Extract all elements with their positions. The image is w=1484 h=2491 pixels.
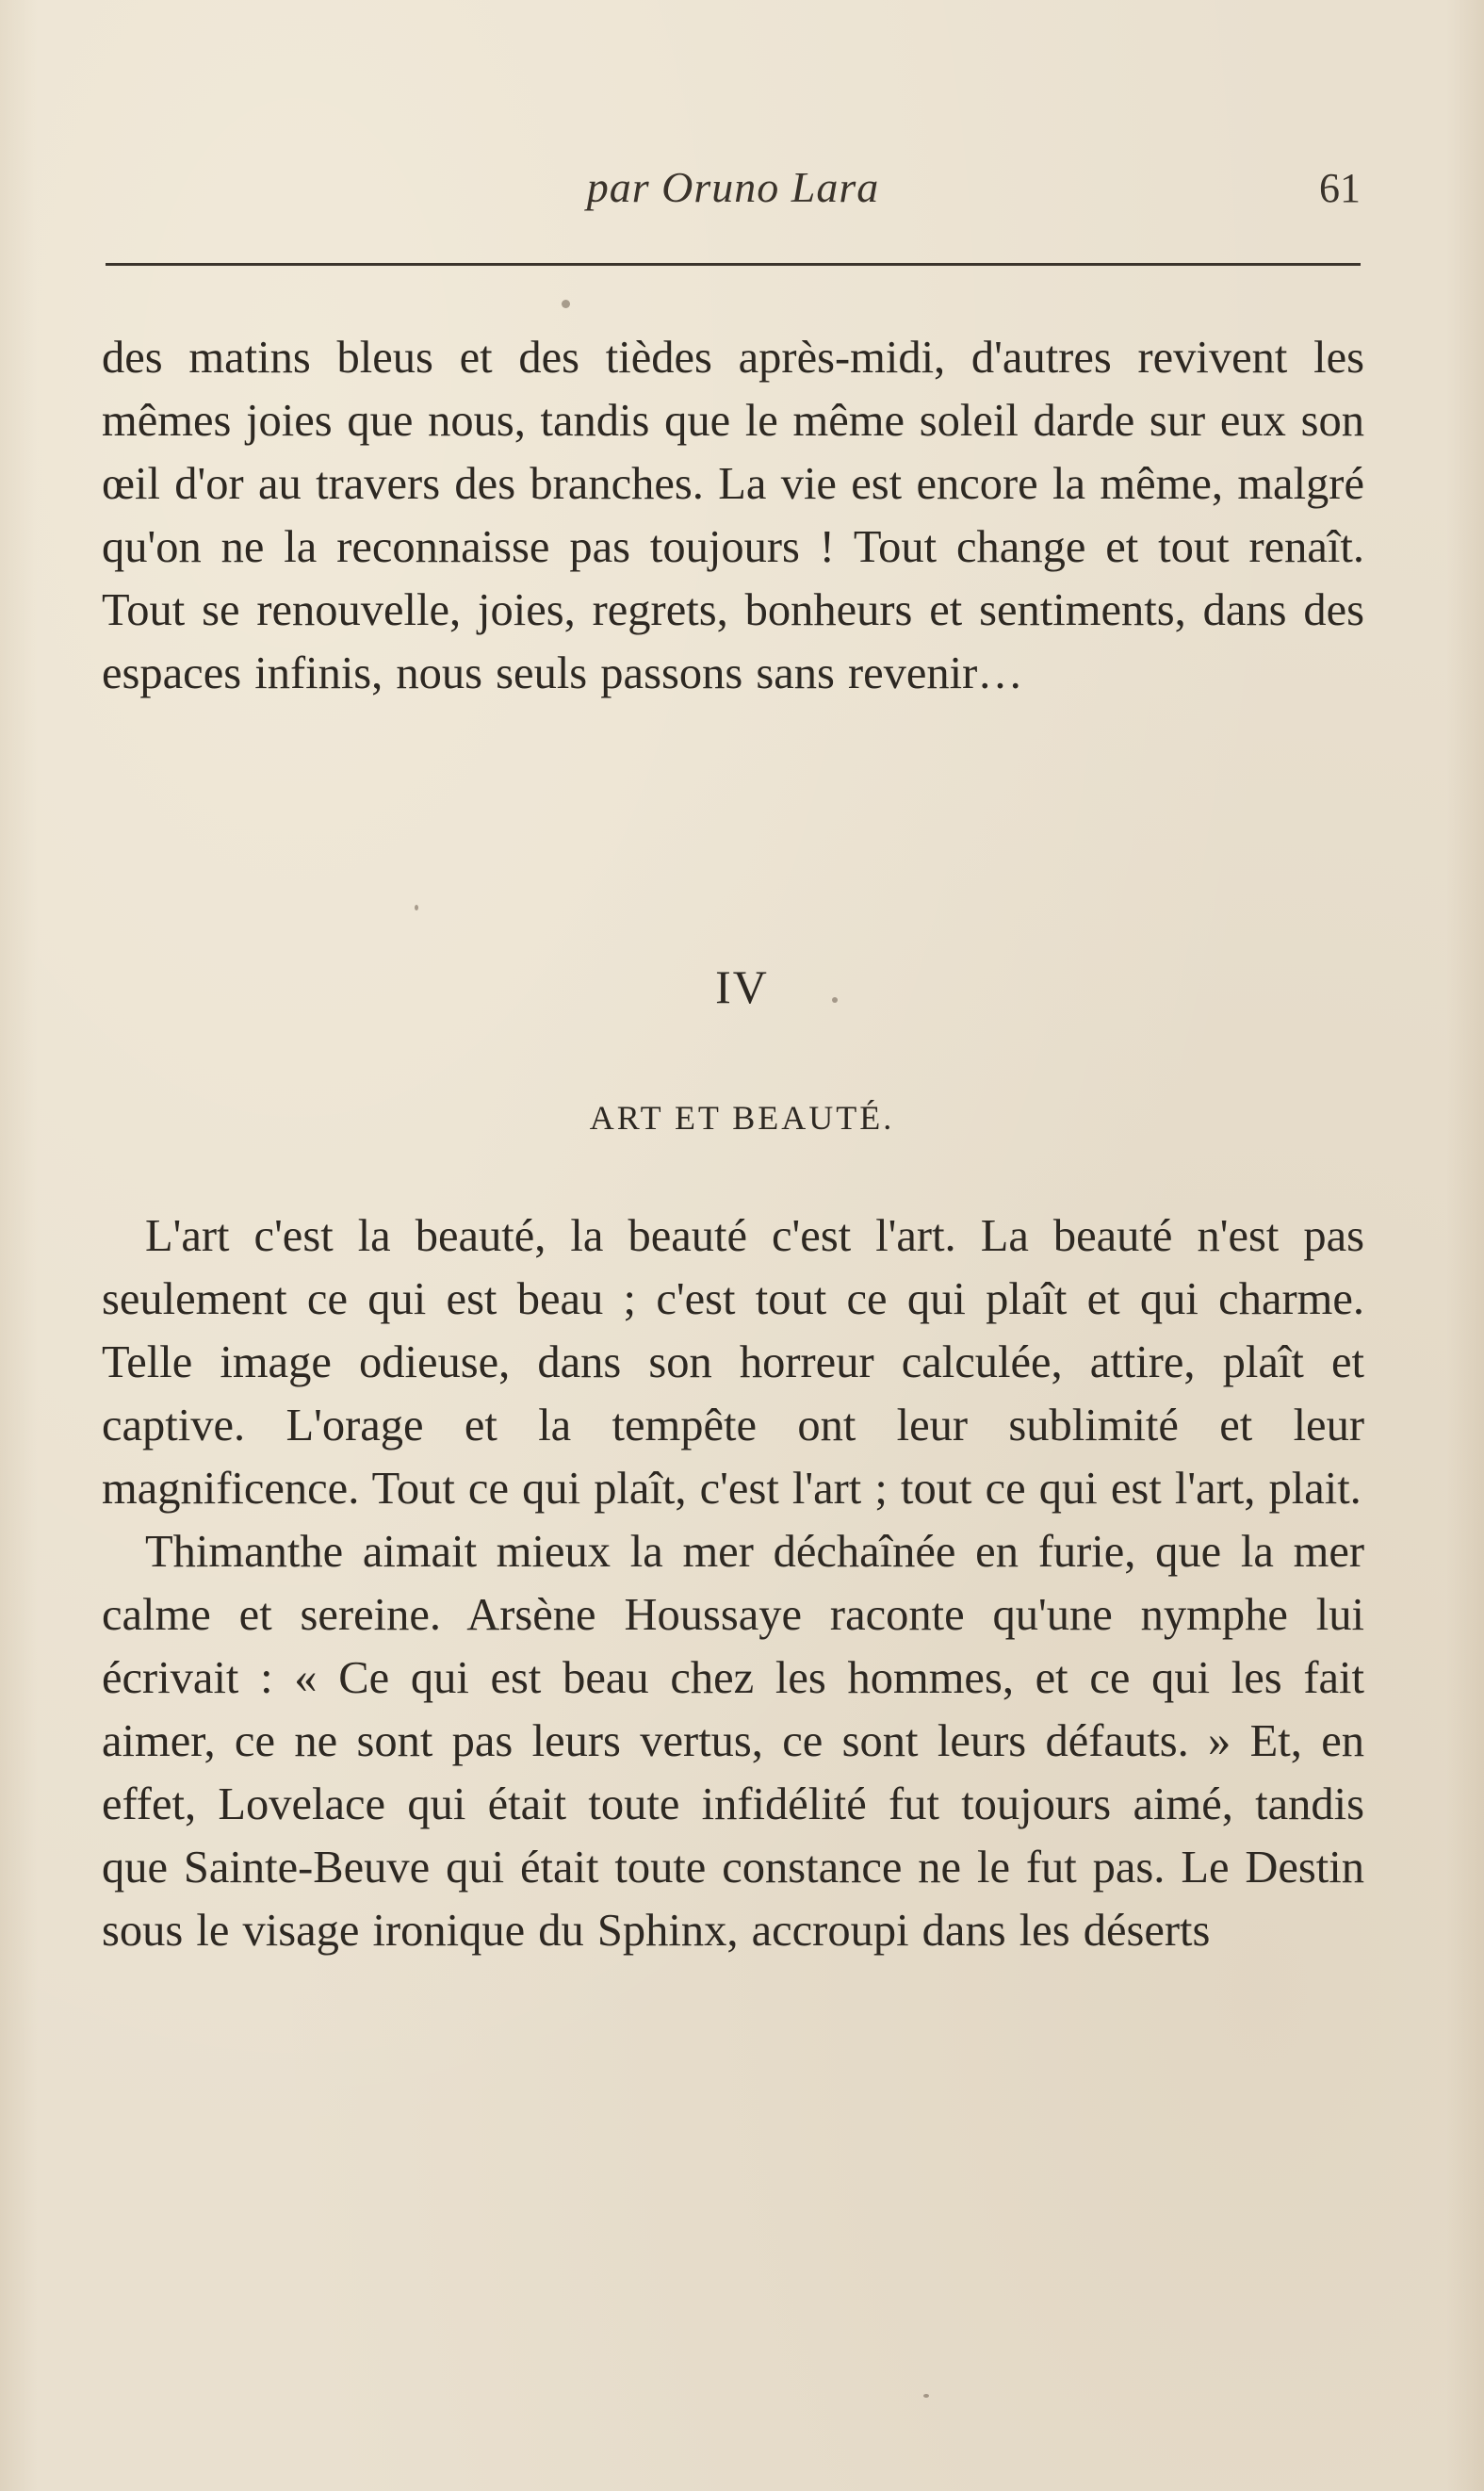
paper-speck bbox=[415, 905, 418, 910]
section-number: IV bbox=[715, 960, 769, 1013]
paragraph: L'art c'est la beauté, la beauté c'est l'art. La beauté n'est pas seulement ce qui est beau ; c'est tout ce qui plaît et qui charme. Telle image odieuse, dans son horreur calculée, attire, plaît et captive. L'orage et la tempête ont leur sublimité et leur magnificence. Tout ce qui plaît, c'est l'art ; tout ce qui est l'art, plait. bbox=[102, 1211, 1364, 1514]
header-rule bbox=[106, 263, 1361, 266]
section-title: ART ET BEAUTÉ. bbox=[589, 1099, 895, 1137]
running-head bbox=[106, 162, 1361, 228]
paragraph: Thimanthe aimait mieux la mer déchaînée en furie, que la mer calme et sereine. Arsène Houssaye raconte qu'une nymphe lui écrivait : « Ce qui est beau chez les hommes, et ce qui les fait aimer, ce ne sont pas leurs vertus, ce sont leurs défauts. » Et, en effet, Lovelace qui était toute infidélité fut toujours aimé, tandis que Sainte-Beuve qui était toute constance ne le fut pas. Le Destin sous le visage ironique du Sphinx, accroupi dans les déserts bbox=[102, 1527, 1364, 1956]
section-body bbox=[102, 1205, 1364, 1962]
paper-speck bbox=[562, 300, 570, 308]
paragraph-continued-text: des matins bleus et des tièdes après-midi, d'autres revivent les mêmes joies que nous, tandis que le même soleil darde sur eux son œil d'or au travers des branches. La vie est encore la même, malgré qu'on ne la reconnaisse pas toujours ! Tout change et tout renaît. Tout se renouvelle, joies, regrets, bonheurs et sentiments, dans des espaces infinis, nous seuls passons sans revenir… bbox=[102, 333, 1364, 698]
paper-speck bbox=[923, 2394, 929, 2398]
paper-speck bbox=[832, 997, 838, 1003]
running-title: par Oruno Lara bbox=[586, 163, 880, 211]
continued-paragraph bbox=[102, 326, 1364, 705]
page-number: 61 bbox=[1319, 165, 1361, 211]
